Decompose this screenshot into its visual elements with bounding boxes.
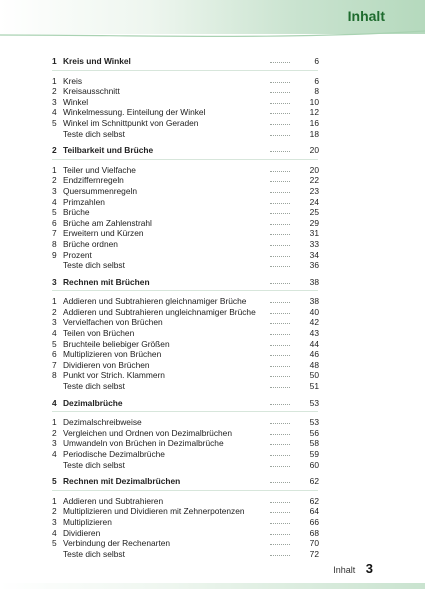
toc-entry[interactable]: [52, 117, 319, 129]
entry-page: 62: [309, 495, 319, 506]
entry-page: 53: [309, 397, 319, 408]
page-number: 3: [365, 561, 373, 576]
toc-section: [52, 56, 319, 139]
dot-leader: [270, 423, 290, 424]
toc-entry[interactable]: [52, 349, 319, 360]
footer-label: Inhalt: [333, 565, 356, 575]
entry-number: 5: [52, 207, 57, 218]
toc-entry[interactable]: [52, 449, 319, 460]
entry-page: 34: [309, 249, 319, 260]
entry-title: Endziffernregeln: [63, 175, 124, 186]
entry-page: 6: [314, 56, 319, 66]
toc-entry[interactable]: [52, 249, 319, 261]
entry-title: Teste dich selbst: [63, 381, 125, 392]
section-divider: [52, 411, 318, 412]
entry-title: Rechnen mit Brüchen: [63, 276, 150, 287]
entry-number: 4: [52, 397, 57, 408]
entry-number: 5: [52, 538, 57, 549]
entry-title: Addieren und Subtrahieren ungleichnamiger Brüche: [63, 306, 256, 317]
section-heading[interactable]: [52, 476, 319, 487]
dot-leader: [270, 502, 290, 503]
entry-title: Quersummenregeln: [63, 185, 138, 196]
entry-title: Multiplizieren und Dividieren mit Zehnerpotenzen: [63, 506, 245, 517]
entry-page: 20: [309, 145, 319, 156]
entry-number: 5: [52, 117, 57, 128]
entry-number: 3: [52, 438, 57, 449]
entry-page: 29: [309, 217, 319, 228]
toc-entry[interactable]: [52, 328, 319, 339]
dot-leader: [270, 224, 290, 225]
entry-number: 8: [52, 370, 57, 381]
toc-entry[interactable]: [52, 370, 319, 381]
entry-page: 44: [309, 338, 319, 349]
entry-number: 3: [52, 317, 57, 328]
entry-page: 38: [309, 276, 319, 287]
entry-page: 50: [309, 370, 319, 381]
dot-leader: [270, 345, 290, 346]
toc-entry[interactable]: [52, 96, 319, 108]
toc-entry[interactable]: [52, 427, 319, 439]
entry-number: 7: [52, 228, 57, 239]
section-heading[interactable]: [52, 56, 319, 67]
entry-title: Kreis und Winkel: [63, 56, 131, 66]
entry-page: 43: [309, 328, 319, 339]
entry-title: Periodische Dezimalbrüche: [63, 449, 165, 459]
entry-title: Vervielfachen von Brüchen: [63, 317, 163, 328]
entry-number: 2: [52, 86, 57, 97]
toc-entry[interactable]: [52, 438, 319, 449]
entry-page: 64: [309, 506, 319, 517]
toc-section: [52, 397, 319, 471]
toc-entry[interactable]: [52, 228, 319, 239]
footer-band: [0, 583, 425, 589]
section-divider: [52, 159, 318, 160]
dot-leader: [270, 103, 290, 104]
dot-leader: [270, 313, 290, 314]
toc-entry[interactable]: [52, 296, 319, 307]
toc-entry[interactable]: [52, 196, 319, 208]
toc-section: [52, 145, 319, 271]
entry-page: 60: [309, 459, 319, 470]
toc-entry[interactable]: [52, 317, 319, 328]
entry-number: 2: [52, 145, 57, 156]
dot-leader: [270, 366, 290, 367]
entry-page: 10: [309, 96, 319, 107]
entry-page: 42: [309, 317, 319, 328]
entry-number: 4: [52, 196, 57, 207]
entry-title: Kreisausschnitt: [63, 86, 120, 97]
entry-number: 1: [52, 495, 57, 506]
entry-title: Brüche: [63, 207, 90, 218]
entry-title: Brüche am Zahlenstrahl: [63, 217, 152, 228]
entry-page: 6: [314, 75, 319, 86]
dot-leader: [270, 135, 290, 136]
toc-entry[interactable]: [52, 86, 319, 97]
page-footer: [333, 560, 373, 578]
entry-page: 58: [309, 438, 319, 449]
entry-number: 4: [52, 328, 57, 339]
entry-title: Winkelmessung. Einteilung der Winkel: [63, 107, 206, 118]
entry-number: 2: [52, 506, 57, 517]
entry-number: 5: [52, 476, 57, 487]
entry-title: Verbindung der Rechenarten: [63, 538, 171, 549]
entry-title: Teste dich selbst: [63, 548, 125, 559]
entry-title: Dezimalbrüche: [63, 397, 123, 408]
dot-leader: [270, 151, 290, 152]
entry-title: Prozent: [63, 249, 92, 260]
entry-page: 51: [309, 381, 319, 392]
toc-entry[interactable]: [52, 417, 319, 428]
dot-leader: [270, 334, 290, 335]
section-divider: [52, 70, 318, 71]
section-divider: [52, 290, 318, 291]
entry-number: 1: [52, 164, 57, 175]
dot-leader: [270, 376, 290, 377]
entry-title: Vergleichen und Ordnen von Dezimalbrüchen: [63, 427, 232, 438]
section-heading[interactable]: [52, 145, 319, 156]
dot-leader: [270, 192, 290, 193]
dot-leader: [270, 203, 290, 204]
entry-page: 16: [309, 117, 319, 128]
entry-page: 72: [309, 548, 319, 559]
entry-number: 7: [52, 359, 57, 370]
dot-leader: [270, 512, 290, 513]
dot-leader: [270, 323, 290, 324]
entry-number: 9: [52, 249, 57, 260]
entry-title: Erweitern und Kürzen: [63, 228, 144, 239]
entry-title: Dividieren von Brüchen: [63, 359, 150, 370]
entry-page: 53: [309, 417, 319, 428]
page-title: Inhalt: [347, 8, 385, 24]
toc-entry[interactable]: [52, 185, 319, 197]
dot-leader: [270, 62, 290, 63]
entry-title: Brüche ordnen: [63, 238, 118, 249]
entry-number: 3: [52, 516, 57, 527]
entry-page: 70: [309, 538, 319, 549]
entry-number: 4: [52, 449, 57, 459]
entry-number: 2: [52, 306, 57, 317]
dot-leader: [270, 387, 290, 388]
dot-leader: [270, 82, 290, 83]
entry-page: 31: [309, 228, 319, 239]
toc-entry[interactable]: [52, 306, 319, 318]
entry-page: 20: [309, 164, 319, 175]
entry-page: 36: [309, 260, 319, 271]
entry-title: Teilen von Brüchen: [63, 328, 135, 339]
entry-number: 1: [52, 56, 57, 66]
entry-title: Winkel: [63, 96, 89, 107]
entry-title: Multiplizieren: [63, 516, 112, 527]
dot-leader: [270, 355, 290, 356]
entry-page: 46: [309, 349, 319, 360]
toc-entry[interactable]: [52, 75, 319, 87]
toc-entry[interactable]: [52, 338, 319, 350]
entry-title: Multiplizieren von Brüchen: [63, 349, 162, 360]
entry-number: 3: [52, 185, 57, 196]
toc-entry[interactable]: [52, 260, 319, 271]
entry-title: Rechnen mit Dezimalbrüchen: [63, 476, 181, 487]
entry-title: Umwandeln von Brüchen in Dezimalbrüche: [63, 438, 224, 449]
entry-title: Teste dich selbst: [63, 260, 125, 271]
dot-leader: [270, 444, 290, 445]
entry-number: 4: [52, 107, 57, 118]
dot-leader: [270, 482, 290, 483]
entry-title: Dezimalschreibweise: [63, 417, 142, 428]
dot-leader: [270, 266, 290, 267]
dot-leader: [270, 256, 290, 257]
entry-page: 48: [309, 359, 319, 370]
dot-leader: [270, 124, 290, 125]
toc-entry[interactable]: [52, 128, 319, 140]
entry-page: 24: [309, 196, 319, 207]
dot-leader: [270, 92, 290, 93]
entry-page: 18: [309, 128, 319, 139]
entry-page: 66: [309, 516, 319, 527]
entry-page: 38: [309, 296, 319, 307]
entry-number: 2: [52, 427, 57, 438]
toc-entry[interactable]: [52, 506, 319, 517]
toc-entry[interactable]: [52, 175, 319, 186]
dot-leader: [270, 544, 290, 545]
toc-entry[interactable]: [52, 207, 319, 218]
dot-leader: [270, 171, 290, 172]
dot-leader: [270, 404, 290, 405]
entry-page: 59: [309, 449, 319, 459]
toc-entry[interactable]: [52, 538, 319, 549]
entry-number: 6: [52, 349, 57, 360]
entry-title: Teiler und Vielfache: [63, 164, 136, 175]
toc-entry[interactable]: [52, 107, 319, 118]
entry-number: 5: [52, 338, 57, 349]
toc-entry[interactable]: [52, 164, 319, 176]
entry-title: Addieren und Subtrahieren: [63, 495, 164, 506]
toc-entry[interactable]: [52, 527, 319, 539]
entry-title: Punkt vor Strich. Klammern: [63, 370, 165, 381]
entry-title: Teilbarkeit und Brüche: [63, 145, 154, 156]
dot-leader: [270, 213, 290, 214]
entry-title: Teste dich selbst: [63, 128, 125, 139]
entry-number: 8: [52, 238, 57, 249]
entry-title: Dividieren: [63, 527, 101, 538]
toc-section: [52, 276, 319, 392]
dot-leader: [270, 434, 290, 435]
toc-entry[interactable]: [52, 495, 319, 507]
entry-page: 25: [309, 207, 319, 218]
entry-title: Kreis: [63, 75, 83, 86]
entry-page: 12: [309, 107, 319, 118]
table-of-contents: [52, 56, 319, 565]
entry-number: 1: [52, 75, 57, 86]
dot-leader: [270, 181, 290, 182]
toc-entry[interactable]: [52, 459, 319, 471]
entry-number: 1: [52, 417, 57, 428]
toc-section: [52, 476, 319, 559]
entry-title: Bruchteile beliebiger Größen: [63, 338, 170, 349]
entry-title: Primzahlen: [63, 196, 105, 207]
entry-number: 2: [52, 175, 57, 186]
dot-leader: [270, 283, 290, 284]
toc-entry[interactable]: [52, 359, 319, 371]
dot-leader: [270, 234, 290, 235]
dot-leader: [270, 302, 290, 303]
entry-number: 6: [52, 217, 57, 228]
section-heading[interactable]: [52, 397, 319, 409]
toc-entry[interactable]: [52, 381, 319, 392]
entry-page: 23: [309, 185, 319, 196]
dot-leader: [270, 534, 290, 535]
entry-page: 40: [309, 306, 319, 317]
toc-entry[interactable]: [52, 217, 319, 229]
dot-leader: [270, 523, 290, 524]
entry-page: 62: [309, 476, 319, 487]
entry-page: 8: [314, 86, 319, 97]
dot-leader: [270, 245, 290, 246]
entry-number: 1: [52, 296, 57, 307]
dot-leader: [270, 455, 290, 456]
toc-entry[interactable]: [52, 516, 319, 528]
entry-page: 33: [309, 238, 319, 249]
entry-number: 4: [52, 527, 57, 538]
entry-page: 56: [309, 427, 319, 438]
entry-number: 3: [52, 276, 57, 287]
entry-title: Addieren und Subtrahieren gleichnamiger Brüche: [63, 296, 247, 307]
entry-page: 68: [309, 527, 319, 538]
toc-entry[interactable]: [52, 548, 319, 560]
entry-number: 3: [52, 96, 57, 107]
dot-leader: [270, 555, 290, 556]
entry-title: Winkel im Schnittpunkt von Geraden: [63, 117, 199, 128]
section-heading[interactable]: [52, 276, 319, 288]
toc-entry[interactable]: [52, 238, 319, 250]
section-divider: [52, 490, 318, 491]
dot-leader: [270, 113, 290, 114]
entry-page: 22: [309, 175, 319, 186]
entry-title: Teste dich selbst: [63, 459, 125, 470]
dot-leader: [270, 466, 290, 467]
